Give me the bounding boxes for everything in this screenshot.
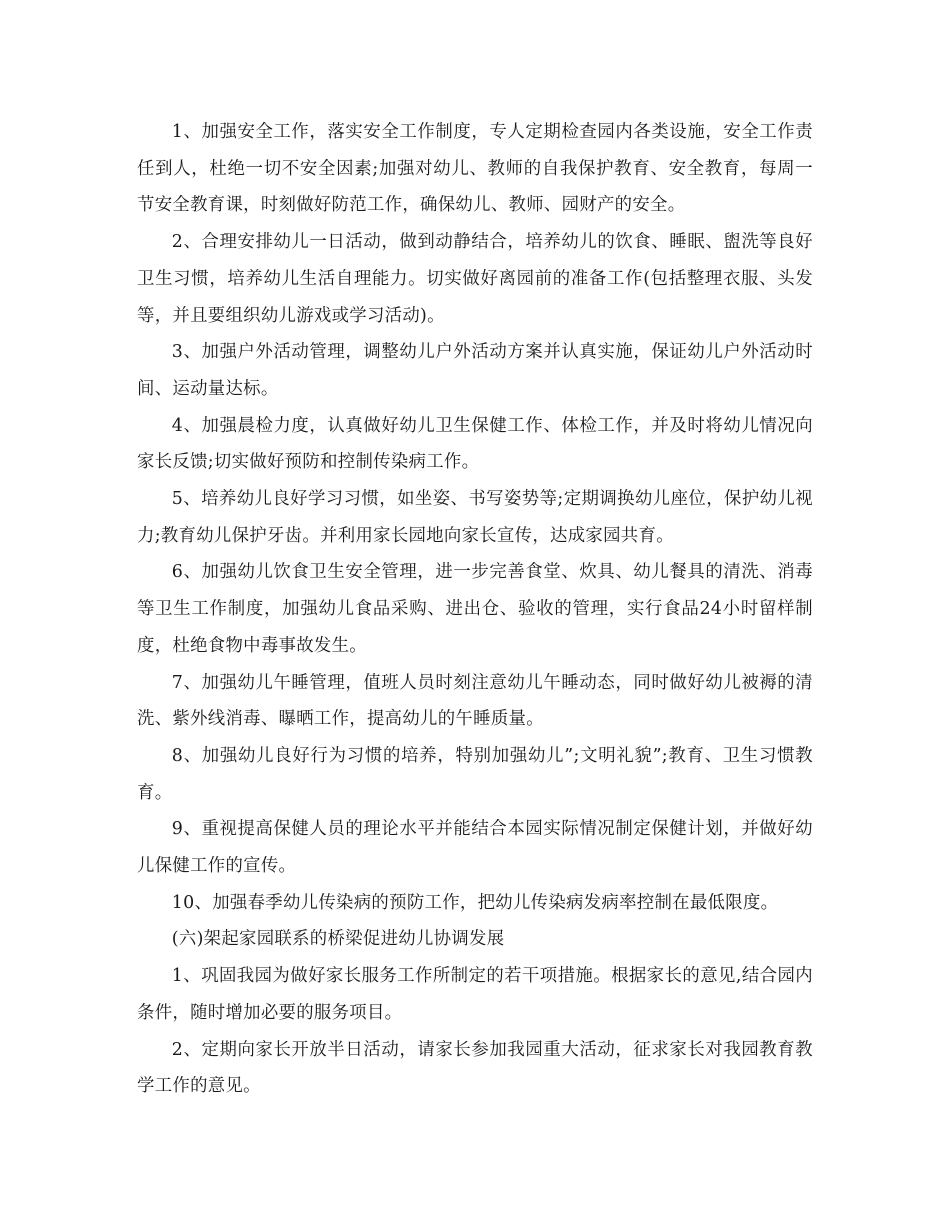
paragraph-morning-check: 4、加强晨检力度，认真做好幼儿卫生保健工作、体检工作，并及时将幼儿情况向家长反馈;切实做好预防和控制传染病工作。	[137, 415, 813, 473]
section-heading-home-school: (六)架起家园联系的桥梁促进幼儿协调发展	[171, 929, 505, 950]
document-page	[137, 114, 813, 1105]
paragraph-outdoor-activities: 3、加强户外活动管理，调整幼儿户外活动方案并认真实施，保证幼儿户外活动时间、运动量达标。	[137, 342, 813, 399]
paragraph-disease-prevention: 10、加强春季幼儿传染病的预防工作，把幼儿传染病发病率控制在最低限度。	[171, 892, 779, 913]
paragraph-health-staff: 9、重视提高保健人员的理论水平并能结合本园实际情况制定保健计划，并做好幼儿保健工作的宣传。	[137, 819, 813, 877]
paragraph-nap-management: 7、加强幼儿午睡管理，值班人员时刻注意幼儿午睡动态，同时做好幼儿被褥的清洗、紫外线消毒、曝晒工作，提高幼儿的午睡质量。	[137, 672, 813, 730]
paragraph-parent-services: 1、巩固我园为做好家长服务工作所制定的若干项措施。根据家长的意见,结合园内条件，随时增加必要的服务项目。	[137, 966, 813, 1023]
paragraph-daily-activities: 2、合理安排幼儿一日活动，做到动静结合，培养幼儿的饮食、睡眠、盥洗等良好卫生习惯，培养幼儿生活自理能力。切实做好离园前的准备工作(包括整理衣服、头发等，并且要组织幼儿游戏或学习活动)。	[137, 232, 813, 326]
paragraph-open-day: 2、定期向家长开放半日活动，请家长参加我园重大活动，征求家长对我园教育教学工作的意见。	[137, 1039, 813, 1097]
paragraph-safety-work: 1、加强安全工作，落实安全工作制度，专人定期检查园内各类设施，安全工作责任到人，杜绝一切不安全因素;加强对幼儿、教师的自我保护教育、安全教育，每周一节安全教育课，时刻做好防范工作，确保幼儿、教师、园财产的安全。	[137, 122, 813, 216]
paragraph-food-safety: 6、加强幼儿饮食卫生安全管理，进一步完善食堂、炊具、幼儿餐具的清洗、消毒等卫生工作制度，加强幼儿食品采购、进出仓、验收的管理，实行食品24小时留样制度，杜绝食物中毒事故发生。	[137, 562, 813, 656]
paragraph-behavior-habits: 8、加强幼儿良好行为习惯的培养，特别加强幼儿”;文明礼貌”;教育、卫生习惯教育。	[137, 745, 813, 803]
paragraph-study-habits: 5、培养幼儿良好学习习惯，如坐姿、书写姿势等;定期调换幼儿座位，保护幼儿视力;教育幼儿保护牙齿。并利用家长园地向家长宣传，达成家园共育。	[137, 489, 813, 546]
